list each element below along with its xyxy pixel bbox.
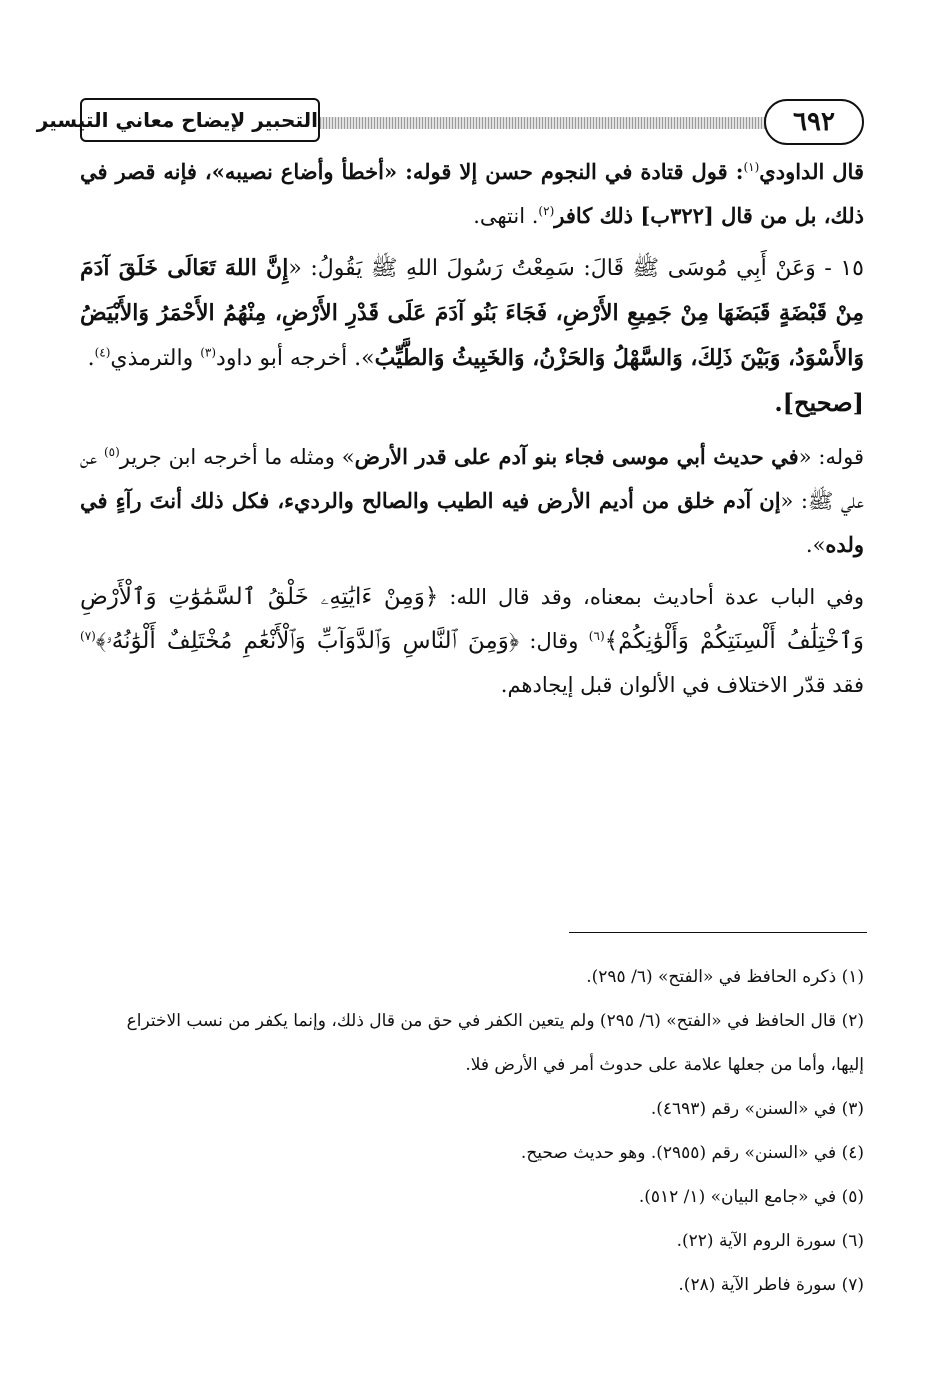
paragraph-quran (80, 575, 864, 707)
quoted-athar: إن آدم خلق من أديم الأرض فيه الطيب والصالح والرديء، فكل ذلك أنتَ رآءٍ في ولده (80, 488, 864, 557)
footnote-2-line-1: (٢) قال الحافظ في «الفتح» (٦/ ٢٩٥) ولم يتعين الكفر في حق من قال ذلك، وإنما يكفر من نسب الاختراع (126, 1011, 864, 1031)
text: وقال: (519, 629, 589, 653)
speaker-text: قال الداودي (759, 159, 864, 184)
footnote-2-line-2: إليها، وأما من جعلها علامة على حدوث أمر في الأرض فلا. (465, 1055, 864, 1075)
paragraph-text: : قول قتادة في النجوم حسن إلا قوله: «أخطأ وأضاع نصيبه»، فإنه قصر في ذلك، بل من قال [٣٢٢ب] ذلك كافر (80, 159, 864, 228)
text: وفي الباب عدة أحاديث بمعناه، وقد قال الله: (438, 585, 864, 609)
quran-verse-rum: ﴿وَمِنْ ءَايَٰتِهِۦ خَلْقُ ٱلسَّمَٰوَٰتِ وَٱلْأَرْضِ وَٱخْتِلَٰفُ أَلْسِنَتِكُمْ وَأَلْوَٰنِكُمْ﴾ (80, 584, 865, 654)
running-book-title: التحبير لإيضاح معاني التيسير (80, 98, 320, 142)
header-decorative-band (320, 117, 768, 129)
footnote-ref-1: (١) (743, 160, 760, 174)
footnote-3: (٣) في «السنن» رقم (٤٦٩٣). (650, 1099, 864, 1119)
footnote-1: (١) ذكره الحافظ في «الفتح» (٦/ ٢٩٥). (586, 967, 864, 987)
quran-verse-fatir: ﴿وَمِنَ ٱلنَّاسِ وَٱلدَّوَآبِّ وَٱلْأَنْعَٰمِ مُخْتَلِفٌ أَلْوَٰنُهُۥ﴾ (95, 628, 519, 654)
page-number: ٦٩٢ (764, 99, 864, 145)
footnote-separator (569, 932, 867, 933)
hadith-source: ». أخرجه أبو داود (216, 346, 375, 371)
footnote-ref-2: (٢) (538, 204, 555, 218)
paragraph-end: . انتهى. (473, 204, 539, 228)
hadith-15 (80, 246, 864, 427)
hadith-isnad: ١٥ - وَعَنْ أَبِي مُوسَى ﷺ قَالَ: سَمِعْتُ رَسُولَ اللهِ ﷺ يَقُولُ: « (288, 256, 864, 281)
quoted-text: في حديث أبي موسى فجاء بنو آدم على قدر الأرض (354, 444, 799, 469)
text: فقد قدّر الاختلاف في الألوان قبل إيجادهم. (500, 673, 864, 697)
footnote-5: (٥) في «جامع البيان» (١/ ٥١٢). (638, 1187, 864, 1207)
footnote-ref-5: (٥) (103, 445, 120, 459)
footnote-ref-7: (٧) (80, 629, 96, 643)
hadith-matn: إِنَّ اللهَ تَعَالَى خَلَقَ آدَمَ مِنْ قَبْضَةٍ قَبَضَهَا مِنْ جَمِيعِ الأَرْضِ، فَجَاءَ بَنُو آدَمَ عَلَى قَدْرِ الأَرْضِ، مِنْهُمُ الأَحْمَرُ وَالأَبْيَضُ وَالأَسْوَدُ، وَبَيْنَ ذَلِكَ، وَالسَّهْلُ وَالحَزْنُ، وَالخَبِيثُ وَالطَّيِّبُ (80, 255, 864, 371)
page-header (36, 96, 864, 146)
footnote-2 (80, 1006, 864, 1080)
text: ». (805, 533, 826, 557)
footnote-ref-6: (٦) (588, 629, 605, 643)
hadith-source-2: والترمذي (110, 346, 201, 371)
main-text (80, 150, 864, 715)
footnote-ref-4: (٤) (94, 345, 111, 360)
text: عن علي ﷺ: « (80, 445, 864, 513)
hadith-grade: [صحيح]. (774, 388, 864, 417)
footnote-4: (٤) في «السنن» رقم (٢٩٥٥). وهو حديث صحيح. (520, 1143, 864, 1163)
paragraph-dawudi (80, 150, 864, 238)
paragraph-commentary (80, 435, 864, 567)
footnote-ref-3: (٣) (200, 345, 217, 360)
punct: . (87, 346, 95, 371)
footnote-6: (٦) سورة الروم الآية (٢٢). (676, 1231, 864, 1251)
text: قوله: « (798, 445, 864, 469)
footnote-7: (٧) سورة فاطر الآية (٢٨). (678, 1275, 864, 1295)
footnotes (80, 962, 864, 1314)
text: » ومثله ما أخرجه ابن جرير (119, 445, 355, 469)
